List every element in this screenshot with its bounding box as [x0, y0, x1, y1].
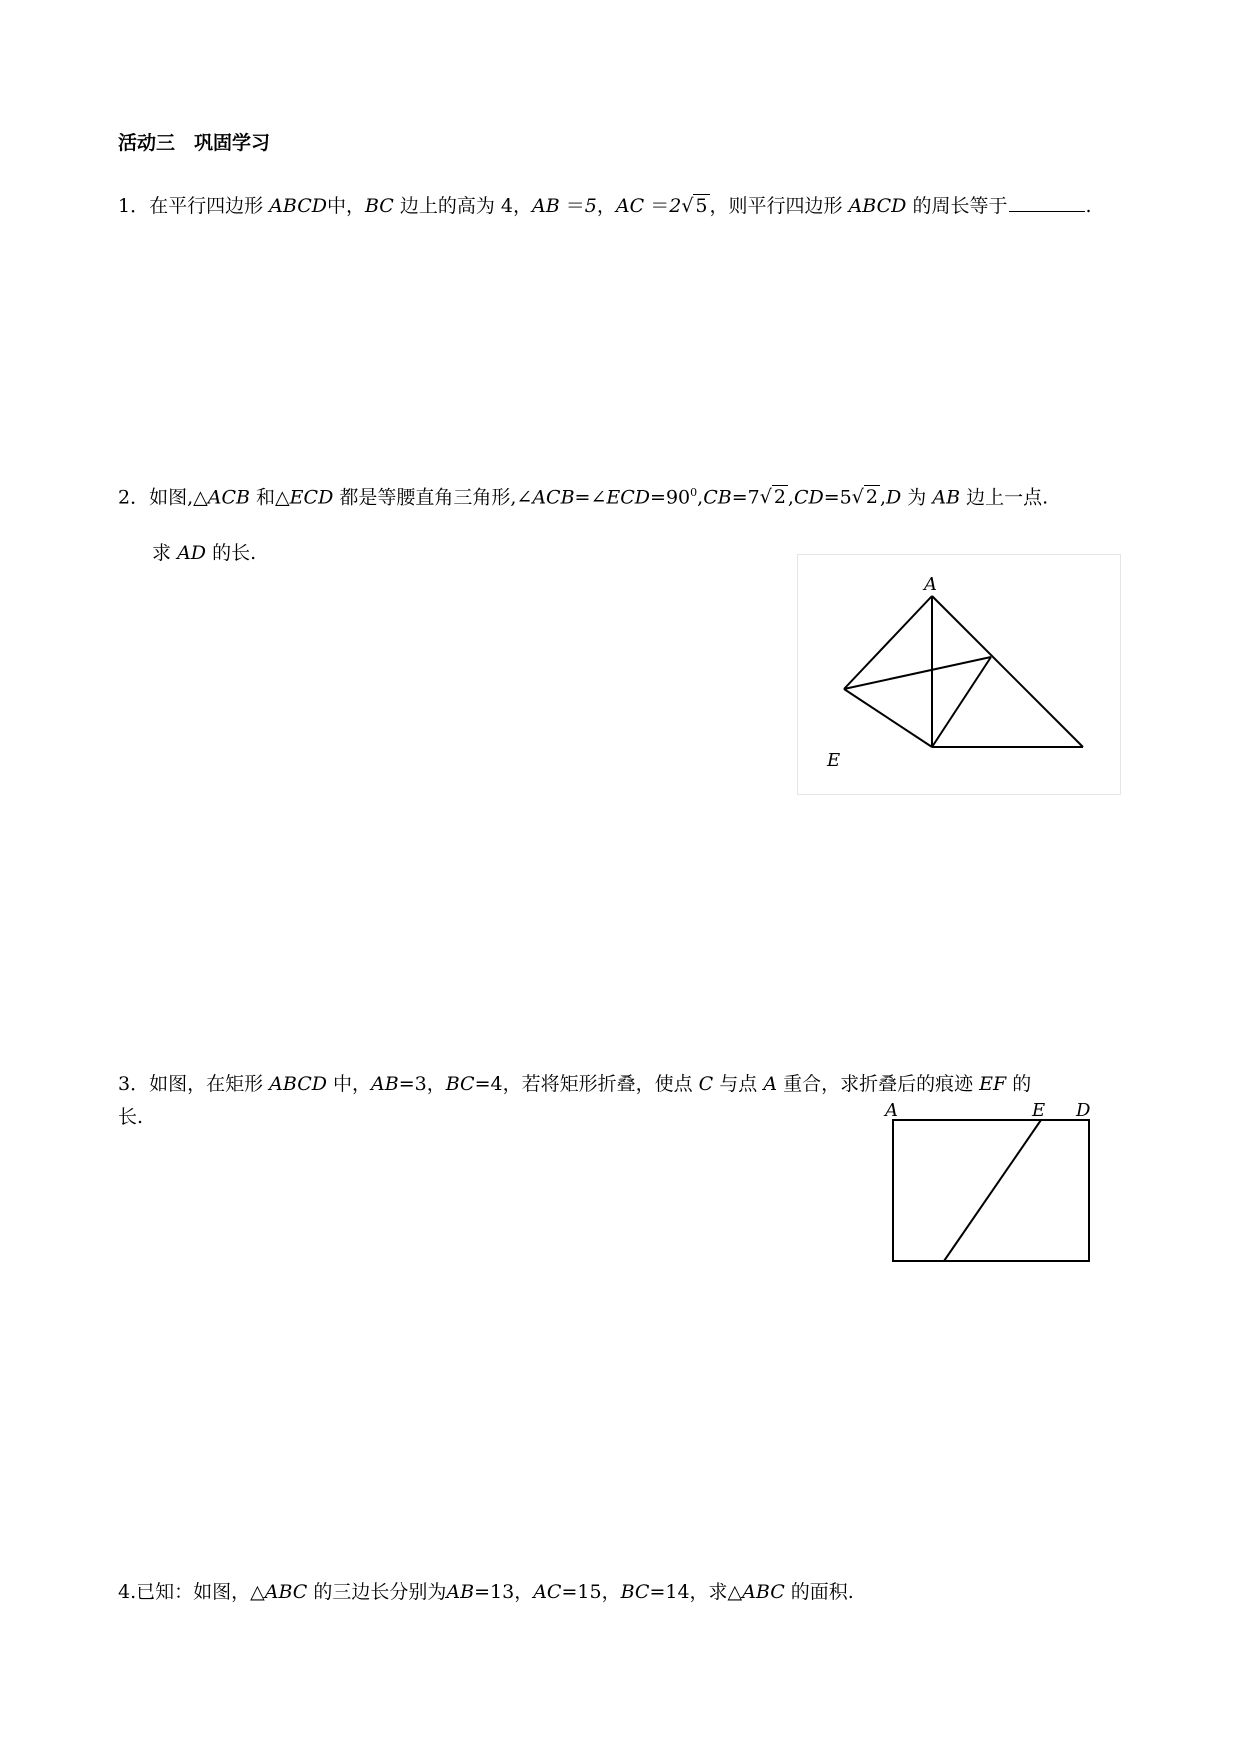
q4-var: ABC	[264, 1581, 308, 1603]
question-2-line-2	[152, 538, 256, 568]
q2-var: D	[886, 486, 902, 509]
figure-rectangle	[878, 1096, 1103, 1268]
q3-var: A	[763, 1073, 778, 1095]
q2-text: 如图,△	[149, 486, 208, 509]
question-number: 2．	[118, 486, 150, 509]
q1-var: BC	[364, 195, 394, 217]
label-a: A	[924, 574, 937, 595]
question-4	[118, 1577, 854, 1607]
label-e: E	[1032, 1100, 1046, 1121]
q3-var: ABCD	[269, 1073, 327, 1095]
question-number: 3．	[118, 1073, 150, 1095]
question-1	[118, 191, 1092, 221]
q3-text: 如图，在矩形	[149, 1073, 264, 1095]
radicand: 2	[773, 486, 786, 509]
q2-text: ,	[697, 486, 704, 509]
q1-text: ，	[596, 195, 616, 217]
q1-text: .	[1085, 195, 1092, 217]
q2-text: ,	[787, 486, 794, 509]
q1-text: 中，	[326, 195, 365, 217]
q2-var: ECD	[606, 486, 651, 509]
q3-text: 重合，求折叠后的痕迹	[783, 1073, 974, 1095]
q4-var: ABC	[742, 1581, 785, 1603]
q2-text: 边上一点.	[966, 486, 1049, 509]
q1-var: 5	[584, 195, 597, 217]
q3-var: AB	[371, 1073, 399, 1095]
sqrt-symbol: √ 2	[851, 486, 878, 509]
q1-var: AC	[615, 195, 645, 217]
q3-var: BC	[445, 1073, 475, 1095]
q2-text: 为	[907, 486, 927, 509]
q2-var: ECD	[289, 486, 334, 509]
q3-text: 的	[1012, 1073, 1032, 1095]
q2-text: 的长.	[212, 542, 257, 564]
q2-text: 和△	[256, 486, 290, 509]
q4-text: =15，	[561, 1581, 621, 1603]
q1-var: ABCD	[269, 195, 327, 217]
q4-text: =14，求△	[649, 1581, 743, 1603]
q1-text: 在平行四边形	[149, 195, 264, 217]
question-3	[118, 1069, 1031, 1099]
q2-var: CB	[703, 486, 732, 509]
q3-var: C	[698, 1073, 714, 1095]
q4-var: AC	[533, 1581, 562, 1603]
q4-text: 的三边长分别为	[313, 1581, 447, 1603]
label-e: E	[827, 750, 841, 771]
q2-text: =∠	[574, 486, 607, 509]
answer-blank[interactable]	[1009, 193, 1085, 212]
question-number: 4.	[118, 1581, 137, 1603]
q4-var: AB	[446, 1581, 475, 1603]
question-2	[118, 478, 1048, 512]
q1-var: ABCD	[848, 195, 907, 217]
q2-text: 都是等腰直角三角形,∠	[339, 486, 533, 509]
q4-text: =13，	[474, 1581, 534, 1603]
q2-text: =5	[823, 486, 852, 509]
rectangle-diagram	[878, 1096, 1103, 1268]
label-d: D	[1076, 1100, 1091, 1121]
q4-text: 已知：如图，△	[136, 1581, 265, 1603]
q1-text: ，则平行四边形	[709, 195, 843, 217]
radicand: 5	[695, 195, 708, 217]
question-3-line-2: 长.	[118, 1106, 144, 1128]
q2-text: =90	[650, 486, 691, 509]
q2-var: CD	[793, 486, 824, 509]
q3-text: =4，若将矩形折叠，使点	[474, 1073, 693, 1095]
q1-text: ＝	[565, 195, 585, 217]
q4-var: BC	[620, 1581, 650, 1603]
q1-text: 边上的高为 4，	[399, 195, 533, 217]
q2-var: ACB	[532, 486, 575, 509]
q1-text: ＝	[650, 195, 670, 217]
q3-var: EF	[979, 1073, 1007, 1095]
label-a: A	[885, 1100, 898, 1121]
q3-text: 与点	[719, 1073, 758, 1095]
q1-var: AB	[532, 195, 560, 217]
sqrt-symbol: √ 5	[681, 195, 708, 217]
q2-var: AD	[177, 542, 207, 564]
q3-text: =3，	[398, 1073, 446, 1095]
question-number: 1．	[118, 195, 150, 217]
degree-superscript: 0	[690, 486, 698, 499]
q1-coefficient: 2	[669, 195, 682, 217]
triangles-diagram	[797, 554, 1122, 796]
q2-var: ACB	[207, 486, 250, 509]
q2-var: AB	[932, 486, 961, 509]
radicand: 2	[865, 486, 878, 509]
section-title: 活动三 巩固学习	[118, 132, 271, 154]
figure-triangles	[797, 554, 1122, 796]
q4-text: 的面积.	[790, 1581, 854, 1603]
q2-text: ,	[879, 486, 886, 509]
q3-text: 中，	[333, 1073, 372, 1095]
q2-text: 求	[152, 542, 172, 564]
q2-text: =7	[731, 486, 760, 509]
q1-text: 的周长等于	[912, 195, 1008, 217]
sqrt-symbol: √ 2	[759, 486, 786, 509]
